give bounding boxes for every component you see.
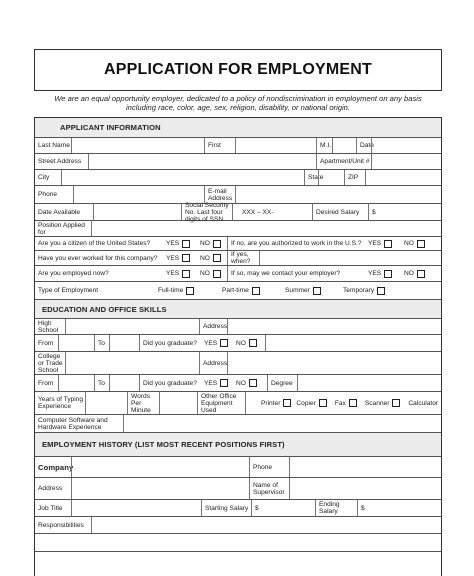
employment-type-label: Type of Employment [38, 287, 99, 294]
other-equipment-label: Other Office Equipment Used [197, 392, 245, 414]
typing-experience-field[interactable] [85, 392, 127, 414]
employed-now-question: Are you employed now? [38, 270, 109, 277]
hs-diploma-field[interactable] [265, 335, 443, 351]
education-section-title: EDUCATION AND OFFICE SKILLS [42, 304, 167, 314]
responsibilities-row [35, 517, 441, 534]
authorized-yes-checkbox[interactable] [384, 240, 392, 248]
date-available-field[interactable] [93, 204, 181, 220]
date-available-label: Date Available [38, 208, 81, 216]
college-row [35, 352, 441, 375]
hs-graduate-no[interactable] [233, 335, 263, 351]
college-graduate-no[interactable] [233, 375, 267, 391]
name-row [35, 138, 441, 154]
authorized-yes-label: YES [368, 240, 382, 247]
scanner-label: Scanner [364, 399, 390, 407]
printer-label: Printer [261, 399, 281, 407]
part-time-label: Part-time [222, 287, 249, 294]
citizen-yes-checkbox[interactable] [182, 240, 190, 248]
citizen-question: Are you a citizen of the United States? [38, 240, 151, 247]
employed-no-checkbox[interactable] [213, 270, 221, 278]
hs-graduate-no-checkbox[interactable] [249, 339, 257, 347]
employed-yes[interactable] [163, 266, 195, 281]
phone-row [35, 186, 441, 204]
part-time-checkbox[interactable] [252, 287, 260, 295]
equipment-options [245, 392, 443, 414]
copier-checkbox[interactable] [319, 399, 327, 407]
calculator-label: Calculator [408, 399, 439, 407]
employment-section-title: EMPLOYMENT HISTORY (LIST MOST RECENT POSITIONS FIRST) [42, 440, 285, 449]
degree-label: Degree [267, 375, 297, 391]
starting-salary-field[interactable] [251, 500, 315, 516]
high-school-address-label: Address [199, 319, 227, 334]
job-title-label: Job Title [38, 504, 63, 512]
worked-yes-label: YES [166, 254, 180, 262]
college-graduate-no-label: NO [236, 379, 246, 387]
wpm-field[interactable] [159, 392, 197, 414]
fax-checkbox[interactable] [349, 399, 357, 407]
employed-yes-checkbox[interactable] [182, 270, 190, 278]
city-row [35, 170, 441, 186]
date-label: Date [356, 138, 371, 153]
if-so-when-field[interactable] [259, 251, 443, 265]
college-graduate-yes[interactable] [201, 375, 231, 391]
full-time-label: Full-time [158, 287, 184, 294]
degree-field[interactable] [297, 375, 443, 391]
ending-salary-label: Ending Salary [315, 500, 357, 516]
position-field[interactable] [91, 221, 443, 236]
scanner-checkbox[interactable] [392, 399, 400, 407]
worked-yes[interactable] [163, 251, 195, 265]
employment-type-row [35, 282, 441, 300]
printer-option[interactable] [261, 399, 291, 407]
authorized-question: If no, are you authorized to work in the U.S.? [227, 237, 363, 250]
high-school-address-field[interactable] [227, 319, 443, 334]
company-row [35, 457, 441, 478]
high-school-from-field[interactable] [58, 335, 94, 351]
authorized-no[interactable] [401, 237, 435, 250]
citizen-no-checkbox[interactable] [213, 240, 221, 248]
worked-yes-checkbox[interactable] [182, 254, 190, 262]
citizen-no-label: NO [200, 240, 210, 247]
temporary-label: Temporary [343, 287, 375, 294]
hs-graduate-no-label: NO [236, 339, 246, 347]
supervisor-field[interactable] [289, 478, 443, 499]
company-label: Company [38, 462, 74, 472]
desired-salary-label: Desired Salary [312, 204, 368, 220]
employment-section-header [35, 433, 441, 457]
full-time-option[interactable] [155, 282, 203, 299]
phone-label: Phone [38, 191, 58, 198]
company-phone-field[interactable] [289, 457, 443, 477]
job-title-field[interactable] [71, 500, 201, 516]
desired-salary-field[interactable] [368, 204, 443, 220]
city-field[interactable] [61, 170, 304, 185]
responsibilities-label: Responsibilities [38, 521, 84, 529]
fax-option[interactable] [335, 399, 357, 407]
phone-field[interactable] [73, 186, 204, 203]
contact-employer-question: If so, may we contact your employer? [227, 266, 363, 281]
part-time-option[interactable] [219, 282, 269, 299]
high-school-dates-row [35, 335, 441, 352]
position-label: Position Applied for [38, 221, 85, 236]
hs-graduate-yes[interactable] [201, 335, 231, 351]
fax-label: Fax [334, 399, 346, 407]
if-so-when-label: If yes, when? [227, 251, 259, 265]
temporary-option[interactable] [340, 282, 396, 299]
equal-opportunity-notice: We are an equal opportunity employer, dedicated to a policy of nondiscrimination in employment on any basis including race, color, age, sex, religion, disability, or national origin. [54, 94, 422, 112]
contact-yes-checkbox[interactable] [384, 270, 392, 278]
hs-graduate-yes-checkbox[interactable] [220, 339, 228, 347]
date-available-row [35, 201, 441, 223]
supervisor-label: Name of Supervisor [249, 478, 289, 499]
contact-yes-label: YES [368, 270, 382, 277]
street-field[interactable] [88, 154, 316, 169]
worked-before-row [35, 251, 441, 266]
ending-salary-field[interactable] [357, 500, 443, 516]
company-phone-label: Phone [249, 457, 289, 477]
applicant-section-title: APPLICANT INFORMATION [60, 123, 161, 132]
applicant-section-header [35, 118, 441, 138]
company-address-label: Address [38, 485, 63, 492]
worked-no[interactable] [197, 251, 227, 265]
summer-option[interactable] [282, 282, 326, 299]
college-address-label: Address [199, 352, 227, 374]
ssn-value: XXX – XX- [242, 208, 274, 216]
authorized-no-label: NO [404, 240, 414, 247]
contact-yes[interactable] [365, 266, 399, 281]
college-field[interactable] [65, 352, 199, 374]
starting-salary-dollar: $ [255, 504, 259, 512]
scanner-option[interactable] [365, 399, 401, 407]
high-school-graduate-question: Did you graduate? [139, 335, 199, 351]
first-name-field[interactable] [235, 138, 316, 153]
calculator-option[interactable] [408, 400, 438, 407]
computer-skills-label: Computer Software and Hardware Experience [38, 416, 108, 431]
ending-salary-dollar: $ [361, 504, 365, 512]
ssn-label: Social Security No. Last four digits of SSN [181, 204, 232, 220]
worked-before-question: Have you ever worked for this company? [38, 254, 158, 262]
hs-graduate-yes-label: YES [204, 339, 218, 347]
college-from-label: From [38, 379, 54, 387]
middle-initial-field[interactable] [332, 138, 356, 153]
high-school-label: High School [38, 319, 59, 334]
copier-label: Copier [296, 399, 316, 407]
responsibilities-field[interactable] [91, 517, 443, 533]
middle-initial-label: M.I. [316, 138, 332, 153]
college-to-label: To [94, 375, 109, 391]
email-label: E-mail Address [204, 186, 235, 203]
authorized-yes[interactable] [365, 237, 399, 250]
date-field[interactable] [371, 138, 443, 153]
email-field[interactable] [235, 186, 443, 203]
computer-skills-field[interactable] [123, 415, 443, 432]
apartment-field[interactable] [371, 154, 443, 169]
college-dates-row [35, 375, 441, 392]
temporary-checkbox[interactable] [377, 287, 385, 295]
page-title: APPLICATION FOR EMPLOYMENT [34, 49, 442, 91]
salary-dollar-sign: $ [372, 208, 376, 216]
zip-field[interactable] [365, 170, 443, 185]
last-name-field[interactable] [71, 138, 204, 153]
company-address-field[interactable] [71, 478, 249, 499]
starting-salary-label: Starting Salary [201, 500, 251, 516]
application-form [34, 117, 442, 576]
state-label: State [304, 170, 318, 185]
education-section-header [35, 300, 441, 319]
employed-now-row [35, 266, 441, 282]
employed-no-label: NO [200, 270, 210, 277]
company-address-row [35, 478, 441, 500]
copier-option[interactable] [296, 399, 326, 407]
full-time-checkbox[interactable] [186, 287, 194, 295]
high-school-to-label: To [94, 335, 109, 351]
summer-checkbox[interactable] [313, 287, 321, 295]
apartment-label: Apartment/Unit # [316, 154, 371, 169]
responsibilities-continued-row[interactable] [35, 534, 441, 552]
college-graduate-yes-label: YES [204, 379, 218, 387]
contact-no-checkbox[interactable] [417, 270, 425, 278]
city-label: City [38, 174, 50, 181]
contact-no[interactable] [401, 266, 435, 281]
employed-no[interactable] [197, 266, 227, 281]
zip-label: ZIP [344, 170, 365, 185]
citizen-no[interactable] [197, 237, 227, 250]
street-label: Street Address [38, 158, 82, 165]
citizen-yes[interactable] [163, 237, 195, 250]
printer-checkbox[interactable] [283, 399, 291, 407]
state-field[interactable] [318, 170, 344, 185]
college-address-field[interactable] [227, 352, 443, 374]
contact-no-label: NO [404, 270, 414, 277]
ssn-field[interactable] [232, 204, 312, 220]
street-row [35, 154, 441, 170]
high-school-field[interactable] [65, 319, 199, 334]
college-graduate-question: Did you graduate? [139, 375, 199, 391]
worked-no-label: NO [200, 254, 210, 262]
wpm-label: Words Per Minute [127, 392, 159, 414]
office-skills-row [35, 392, 441, 415]
authorized-no-checkbox[interactable] [417, 240, 425, 248]
last-name-label: Last Name [38, 142, 70, 149]
first-name-label: First [204, 138, 235, 153]
college-graduate-yes-checkbox[interactable] [220, 379, 228, 387]
citizen-yes-label: YES [166, 240, 180, 247]
citizen-row [35, 237, 441, 251]
high-school-row [35, 319, 441, 335]
college-label: College or Trade School [38, 352, 63, 374]
college-graduate-no-checkbox[interactable] [249, 379, 257, 387]
worked-no-checkbox[interactable] [213, 254, 221, 262]
high-school-to-field[interactable] [109, 335, 139, 351]
college-to-field[interactable] [109, 375, 139, 391]
company-field[interactable] [71, 457, 249, 477]
high-school-from-label: From [38, 339, 54, 347]
employed-yes-label: YES [166, 270, 180, 277]
typing-experience-label: Years of Typing Experience [38, 396, 84, 410]
job-title-row [35, 500, 441, 517]
computer-skills-row [35, 415, 441, 433]
position-row [35, 221, 441, 237]
college-from-field[interactable] [58, 375, 94, 391]
summer-label: Summer [285, 287, 310, 294]
